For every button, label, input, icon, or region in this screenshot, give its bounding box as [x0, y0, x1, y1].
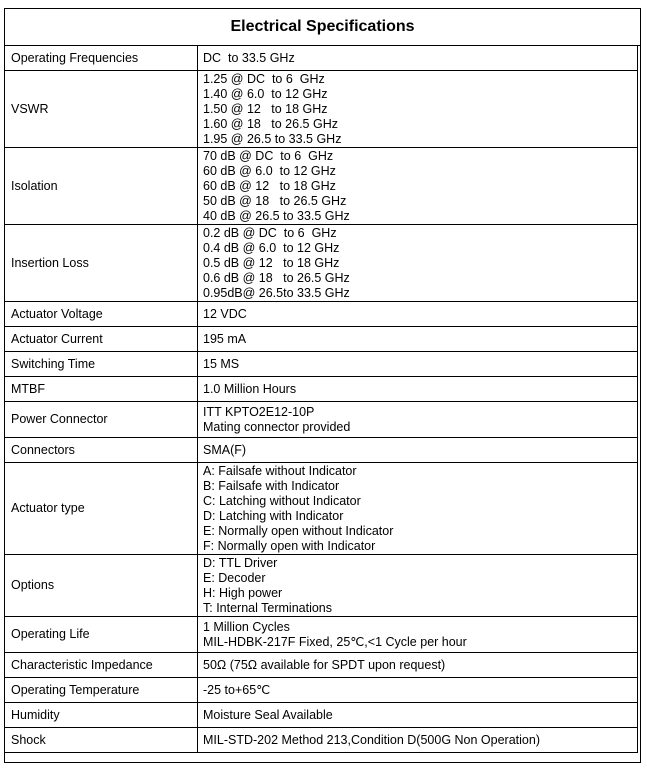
spec-value — [198, 653, 638, 678]
spec-value-line: 0.2 dB @ DC to 6 GHz — [203, 225, 337, 240]
spec-row — [5, 402, 638, 438]
spec-row — [5, 617, 638, 653]
spec-table — [4, 45, 638, 753]
spec-value — [198, 617, 638, 653]
spec-value-line: Mating connector provided — [203, 419, 351, 434]
spec-value — [198, 402, 638, 438]
spec-label: Actuator type — [5, 463, 198, 555]
spec-value-line: DC to 33.5 GHz — [203, 50, 295, 65]
spec-row — [5, 225, 638, 302]
spec-value-line: 0.5 dB @ 12 to 18 GHz — [203, 255, 340, 270]
spec-label: Operating Frequencies — [5, 46, 198, 71]
spec-value — [198, 46, 638, 71]
spec-value — [198, 728, 638, 753]
spec-value — [198, 71, 638, 148]
spec-value — [198, 438, 638, 463]
spec-value-line: 12 VDC — [203, 306, 247, 321]
spec-value — [198, 352, 638, 377]
spec-label: Switching Time — [5, 352, 198, 377]
spec-value-line: B: Failsafe with Indicator — [203, 478, 340, 493]
spec-row — [5, 46, 638, 71]
spec-value — [198, 225, 638, 302]
spec-label: Humidity — [5, 703, 198, 728]
spec-value — [198, 302, 638, 327]
spec-value-line: 1.0 Million Hours — [203, 381, 297, 396]
spec-value-line: MIL-HDBK-217F Fixed, 25℃,<1 Cycle per hour — [203, 634, 467, 649]
spec-row — [5, 438, 638, 463]
spec-row — [5, 653, 638, 678]
spec-value-line: 1 Million Cycles — [203, 619, 290, 634]
spec-value — [198, 148, 638, 225]
spec-row — [5, 352, 638, 377]
spec-label: Options — [5, 555, 198, 617]
spec-value-line: 0.6 dB @ 18 to 26.5 GHz — [203, 270, 350, 285]
spec-value — [198, 703, 638, 728]
spec-row — [5, 703, 638, 728]
spec-label: Connectors — [5, 438, 198, 463]
spec-label: Isolation — [5, 148, 198, 225]
spec-value-line: SMA(F) — [203, 442, 247, 457]
spec-value-line: C: Latching without Indicator — [203, 493, 361, 508]
spec-value — [198, 377, 638, 402]
spec-value-line: 1.40 @ 6.0 to 12 GHz — [203, 86, 328, 101]
spec-value-line: ITT KPTO2E12-10P — [203, 404, 315, 419]
spec-value-line: -25 to+65℃ — [203, 682, 271, 697]
spec-row — [5, 555, 638, 617]
spec-value-line: 1.25 @ DC to 6 GHz — [203, 71, 325, 86]
spec-label: Actuator Current — [5, 327, 198, 352]
spec-label: Operating Life — [5, 617, 198, 653]
spec-value-line: 60 dB @ 6.0 to 12 GHz — [203, 163, 336, 178]
spec-value-line: 0.95dB@ 26.5to 33.5 GHz — [203, 285, 350, 300]
spec-value-line: A: Failsafe without Indicator — [203, 463, 357, 478]
spec-row — [5, 728, 638, 753]
spec-value-line: 15 MS — [203, 356, 240, 371]
spec-value-line: 50Ω (75Ω available for SPDT upon request) — [203, 657, 446, 672]
spec-label: Actuator Voltage — [5, 302, 198, 327]
spec-value-line: 195 mA — [203, 331, 247, 346]
spec-value-line: T: Internal Terminations — [203, 600, 332, 615]
spec-value-line: 70 dB @ DC to 6 GHz — [203, 148, 334, 163]
spec-title: Electrical Specifications — [5, 9, 640, 46]
spec-row — [5, 678, 638, 703]
spec-value-line: 0.4 dB @ 6.0 to 12 GHz — [203, 240, 340, 255]
spec-value-line: 1.50 @ 12 to 18 GHz — [203, 101, 328, 116]
spec-row — [5, 463, 638, 555]
spec-value-line: 1.60 @ 18 to 26.5 GHz — [203, 116, 338, 131]
spec-value-line: MIL-STD-202 Method 213,Condition D(500G Non Operation) — [203, 732, 540, 747]
spec-value-line: D: TTL Driver — [203, 555, 278, 570]
spec-row — [5, 377, 638, 402]
spec-value-line: Moisture Seal Available — [203, 707, 333, 722]
spec-value-line: E: Normally open without Indicator — [203, 523, 394, 538]
spec-row — [5, 71, 638, 148]
spec-value-line: H: High power — [203, 585, 283, 600]
spec-value — [198, 678, 638, 703]
spec-label: Operating Temperature — [5, 678, 198, 703]
spec-value-line: 40 dB @ 26.5 to 33.5 GHz — [203, 208, 350, 223]
spec-value — [198, 555, 638, 617]
spec-label: Shock — [5, 728, 198, 753]
spec-value — [198, 327, 638, 352]
spec-label: Insertion Loss — [5, 225, 198, 302]
spec-value-line: 60 dB @ 12 to 18 GHz — [203, 178, 336, 193]
spec-value-line: 1.95 @ 26.5 to 33.5 GHz — [203, 131, 342, 146]
spec-label: MTBF — [5, 377, 198, 402]
spec-label: Characteristic Impedance — [5, 653, 198, 678]
spec-value-line: E: Decoder — [203, 570, 266, 585]
spec-label: Power Connector — [5, 402, 198, 438]
spec-row — [5, 302, 638, 327]
spec-value-line: F: Normally open with Indicator — [203, 538, 376, 553]
spec-value — [198, 463, 638, 555]
spec-row — [5, 148, 638, 225]
spec-label: VSWR — [5, 71, 198, 148]
spec-row — [5, 327, 638, 352]
spec-value-line: D: Latching with Indicator — [203, 508, 344, 523]
spec-value-line: 50 dB @ 18 to 26.5 GHz — [203, 193, 347, 208]
